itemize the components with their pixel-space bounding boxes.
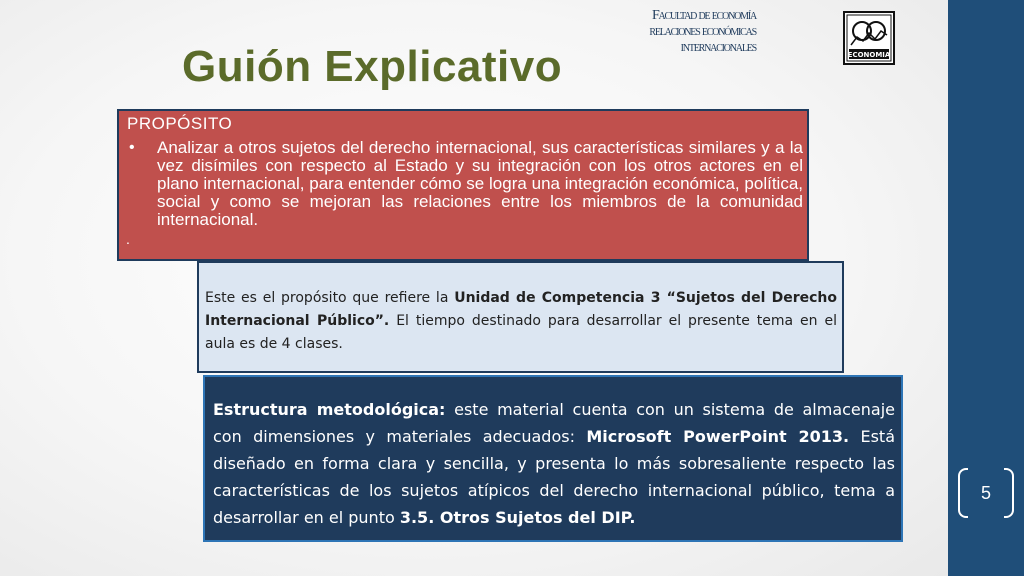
faculty-line-2: relaciones económicas xyxy=(649,24,756,39)
purpose-heading: PROPÓSITO xyxy=(127,114,233,133)
faculty-header xyxy=(649,8,756,56)
info-box xyxy=(197,261,844,373)
purpose-list xyxy=(127,139,803,229)
page-number-box xyxy=(958,468,1014,518)
faculty-logo xyxy=(843,11,895,65)
bullet-icon: • xyxy=(129,139,135,156)
faculty-line-3: internacionales xyxy=(680,40,756,55)
method-text: Estructura metodológica: este material cuenta con un sistema de almacenaje con dimensiones y materiales adecuados: Microsoft PowerPoint 2013. Está diseñado en forma clara y sencilla, y presenta lo más sobresaliente respecto las características de los sujetos atípicos del derecho internacional público, tema a desarrollar en el punto 3.5. Otros Sujetos del DIP. xyxy=(213,400,895,527)
slide-title: Guión Explicativo xyxy=(182,42,563,91)
purpose-trailing-dot: . xyxy=(126,231,130,247)
faculty-line-1: Facultad de economía xyxy=(651,8,756,23)
page-number: 5 xyxy=(980,483,991,503)
info-text: Este es el propósito que refiere la Unidad de Competencia 3 “Sujetos del Derecho Internacional Público”. El tiempo destinado para desarrollar el presente tema en el aula es de 4 clases. xyxy=(205,290,837,352)
purpose-box xyxy=(117,109,809,261)
method-box xyxy=(203,375,903,542)
purpose-text: Analizar a otros sujetos del derecho internacional, sus características similares y a la vez disímiles con respecto al Estado y su integración con los otros actores en el plano internacional, para entender cómo se logra una integración económica, política, social y como se mejoran las relaciones entre los miembros de la comunidad internacional. xyxy=(157,138,803,229)
svg-text:ECONOMIA: ECONOMIA xyxy=(847,51,891,59)
